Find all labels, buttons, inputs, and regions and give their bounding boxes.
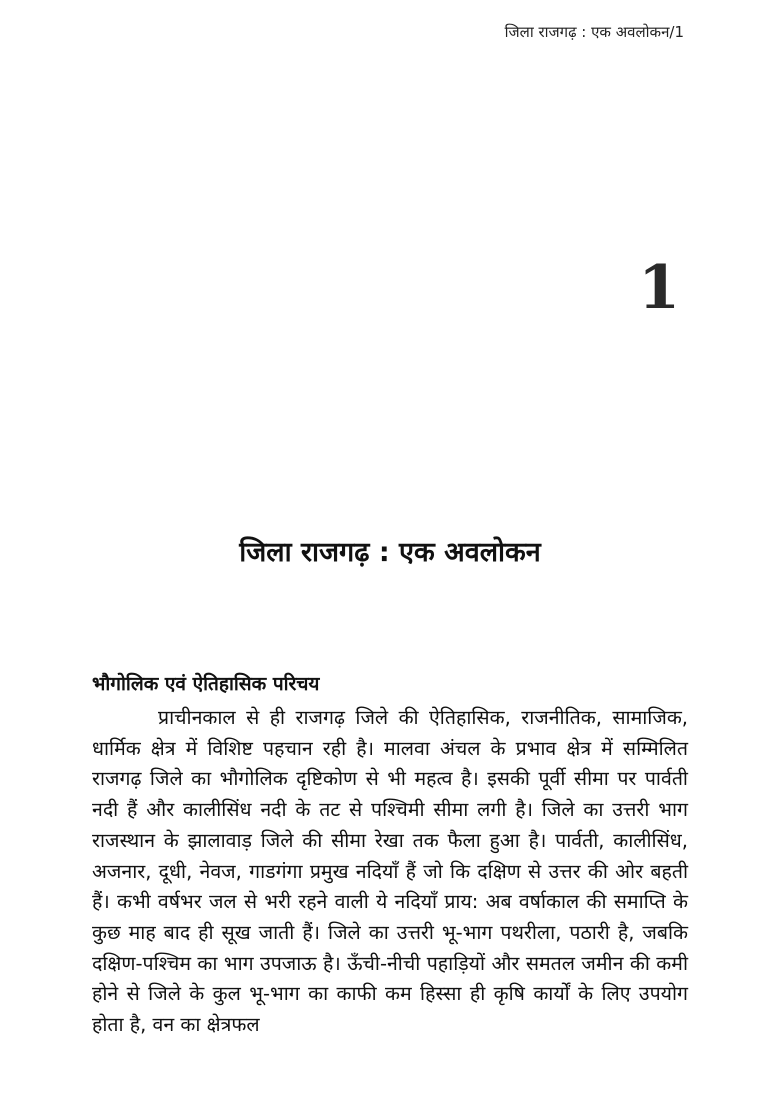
section-heading: भौगोलिक एवं ऐतिहासिक परिचय [92,673,320,695]
chapter-title: जिला राजगढ़ : एक अवलोकन [239,537,541,568]
chapter-number: 1 [638,253,680,323]
body-paragraph: प्राचीनकाल से ही राजगढ़ जिले की ऐतिहासिक, राजनीतिक, सामाजिक, धार्मिक क्षेत्र में विशिष्ट पहचान रही है। मालवा अंचल के प्रभाव क्षेत्र में सम्मिलित राजगढ़ जिले का भौगोलिक दृष्टिकोण से भी महत्व है। इसकी पूर्वी सीमा पर पार्वती नदी हैं और कालीसिंध नदी के तट से पश्चिमी सीमा लगी है। जिले का उत्तरी भाग राजस्थान के झालावाड़ जिले की सीमा रेखा तक फैला हुआ है। पार्वती, कालीसिंध, अजनार, दूधी, नेवज, गाडगंगा प्रमुख नदियाँ हैं जो कि दक्षिण से उत्तर की ओर बहती हैं। कभी वर्षभर जल से भरी रहने वाली ये नदियाँ प्राय: अब वर्षाकाल की समाप्ति के कुछ माह बाद ही सूख जाती हैं। जिले का उत्तरी भू-भाग पथरीला, पठारी है, जबकि दक्षिण-पश्चिम का भाग उपजाऊ है। ऊँची-नीची पहाड़ियों और समतल जमीन की कमी होने से जिले के कुल भू-भाग का काफी कम हिस्सा ही कृषि कार्यों के लिए उपयोग होता है, वन का क्षेत्रफल [92,706,688,1037]
running-header: जिला राजगढ़ : एक अवलोकन/1 [504,23,684,41]
